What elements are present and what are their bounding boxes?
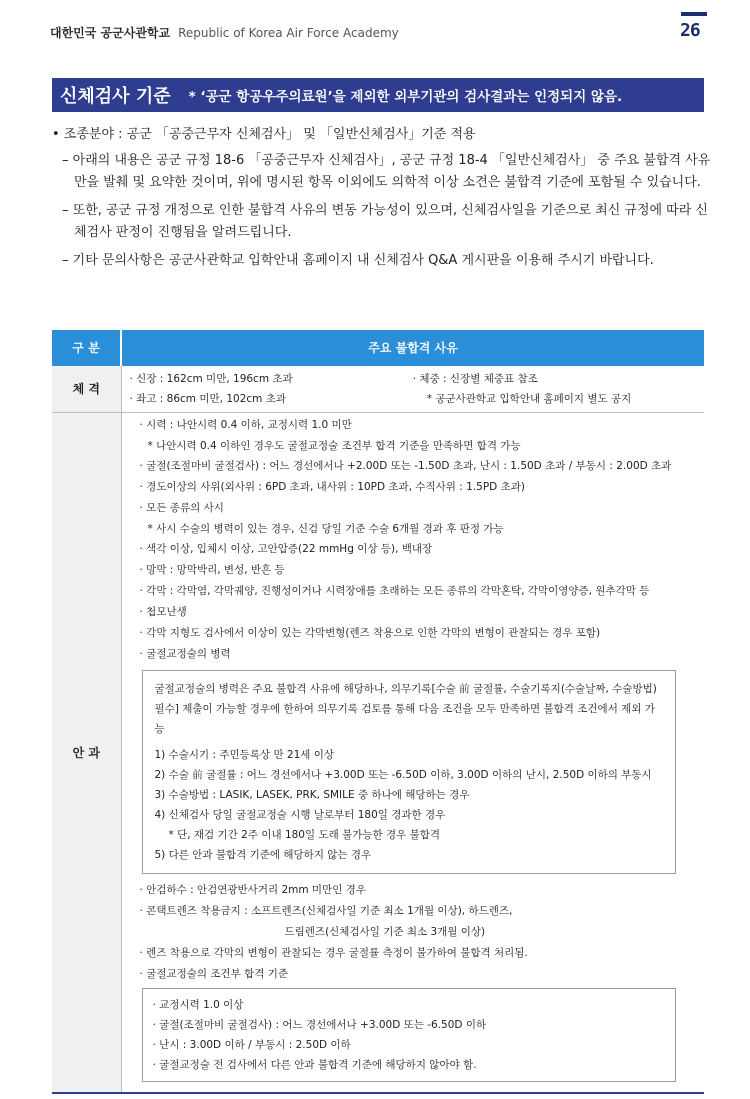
- table-row-physique: [52, 366, 704, 413]
- surgery-intro: 굴절교정술의 병력은 주요 불합격 사유에 해당하나, 의무기록[수술 前 굴절률, 수술기록지(수술날짜, 수술방법) 필수] 제출이 가능할 경우에 한하여 의무기록 검토를 통해 다음 조건을 모두 만족하면 불합격 조건에서 제외 가능: [154, 683, 657, 735]
- eye-criterion: · 각막 : 각막염, 각막궤양, 진행성이거나 시력장애를 초래하는 모든 종류의 각막혼탁, 각막이영양증, 원추각막 등: [139, 585, 650, 597]
- physique-note: * 공군사관학교 입학안내 홈페이지 별도 공지: [426, 393, 632, 405]
- category-eyes: 안 과: [52, 413, 121, 1094]
- intro-dash-item: – 또한, 공군 규정 개정으로 인한 불합격 사유의 변동 가능성이 있으며, 신체검사일을 기준으로 최신 규정에 따라 신체검사 판정이 진행됨을 알려드립니다.: [62, 203, 708, 240]
- eye-criterion: · 굴절교정술의 병력: [139, 648, 231, 660]
- eye-criterion: · 모든 종류의 사시: [139, 502, 224, 514]
- eye-criterion: · 시력 : 나안시력 0.4 이하, 교정시력 1.0 미만: [139, 419, 352, 431]
- table-header-row: [52, 330, 704, 366]
- org-name-ko: 대한민국 공군사관학교: [50, 26, 171, 40]
- eye-criterion: · 안검하수 : 안검연광반사거리 2mm 미만인 경우: [139, 884, 366, 896]
- eye-criterion: · 망막 : 망막박리, 변성, 반흔 등: [139, 564, 285, 576]
- page-number: 26: [680, 20, 700, 41]
- section-title-note: * ‘공군 항공우주의료원’을 제외한 외부기관의 검사결과는 인정되지 않음.: [188, 89, 623, 105]
- physique-right: [413, 369, 696, 409]
- physique-line: · 신장 : 162cm 미만, 196cm 초과: [129, 373, 293, 385]
- section-title: 신체검사 기준: [60, 86, 171, 107]
- org-name: [50, 24, 399, 41]
- page-number-bar: [681, 12, 707, 16]
- surgery-condition: 1) 수술시기 : 주민등록상 만 21세 이상: [154, 749, 335, 761]
- physique-line: · 좌고 : 86cm 미만, 102cm 초과: [129, 393, 287, 405]
- physique-left: [130, 369, 413, 409]
- intro-dash-item: – 아래의 내용은 공군 규정 18-6 「공중근무자 신체검사」, 공군 규정 18-4 「일반신체검사」 중 주요 불합격 사유만을 발췌 및 요약한 것이며, 위에 명시된 항목 이외에도 의학적 이상 소견은 불합격 기준에 포함될 수 있습니다.: [62, 153, 711, 190]
- eye-criterion: · 경도이상의 사위(외사위 : 6PD 초과, 내사위 : 10PD 초과, 수직사위 : 1.5PD 초과): [139, 481, 525, 493]
- requirements-table: [52, 330, 704, 1094]
- surgery-condition: 3) 수술방법 : LASIK, LASEK, PRK, SMILE 중 하나에 해당하는 경우: [154, 789, 470, 801]
- surgery-note: * 단, 재검 기간 2주 이내 180일 도래 불가능한 경우 불합격: [168, 829, 441, 841]
- intro-text: [52, 124, 712, 278]
- eye-note: * 사시 수술의 병력이 있는 경우, 신검 당일 기준 수술 6개월 경과 후 판정 가능: [147, 523, 504, 535]
- intro-dash-item: – 기타 문의사항은 공군사관학교 입학안내 홈페이지 내 신체검사 Q&A 게시판을 이용해 주시기 바랍니다.: [62, 253, 654, 268]
- eye-criterion: · 렌즈 착용으로 각막의 변형이 관찰되는 경우 굴절률 측정이 불가하여 불합격 처리됨.: [139, 947, 528, 959]
- column-header-category: 구 분: [52, 330, 121, 366]
- section-title-bar: [52, 78, 704, 112]
- eye-criterion: · 색각 이상, 입체시 이상, 고안압증(22 mmHg 이상 등), 백내장: [139, 543, 433, 555]
- conditional-criterion: · 굴절(조절마비 굴절검사) : 어느 경선에서나 +3.00D 또는 -6.50D 이하: [152, 1019, 487, 1031]
- org-name-en: Republic of Korea Air Force Academy: [178, 26, 399, 40]
- category-physique: 체 격: [52, 366, 121, 413]
- eye-criterion: · 콘택트렌즈 착용금지 : 소프트렌즈(신체검사일 기준 최소 1개월 이상), 하드렌즈,: [139, 905, 513, 917]
- eye-criterion-continued: 드림렌즈(신체검사일 기준 최소 3개월 이상): [284, 926, 486, 938]
- refractive-surgery-box: [142, 670, 677, 874]
- intro-bullet: • 조종분야 : 공군 「공중근무자 신체검사」 및 「일반신체검사」기준 적용: [52, 127, 476, 142]
- page-header: [0, 0, 750, 52]
- eye-note: * 나안시력 0.4 이하인 경우도 굴절교정술 조건부 합격 기준을 만족하면 합격 가능: [147, 440, 521, 452]
- conditional-criterion: · 난시 : 3.00D 이하 / 부동시 : 2.50D 이하: [152, 1039, 351, 1051]
- eye-criterion: · 굴절(조절마비 굴절검사) : 어느 경선에서나 +2.00D 또는 -1.50D 초과, 난시 : 1.50D 초과 / 부동시 : 2.00D 초과: [139, 460, 672, 472]
- eye-criterion: · 각막 지형도 검사에서 이상이 있는 각막변형(렌즈 착용으로 인한 각막의 변형이 관찰되는 경우 포함): [139, 627, 601, 639]
- physique-line: · 체중 : 신장별 체중표 참조: [412, 373, 538, 385]
- surgery-condition: 5) 다른 안과 불합격 기준에 해당하지 않는 경우: [154, 849, 372, 861]
- column-header-reasons: 주요 불합격 사유: [121, 330, 704, 366]
- surgery-condition: 4) 신체검사 당일 굴절교정술 시행 날로부터 180일 경과한 경우: [154, 809, 446, 821]
- eye-criterion: · 첩모난생: [139, 606, 187, 618]
- conditional-criterion: · 굴절교정술 전 검사에서 다른 안과 불합격 기준에 해당하지 않아야 함.: [152, 1059, 477, 1071]
- conditional-pass-box: [142, 988, 677, 1082]
- eye-criterion: · 굴절교정술의 조건부 합격 기준: [139, 968, 289, 980]
- physique-cell: [121, 366, 704, 413]
- conditional-criterion: · 교정시력 1.0 이상: [152, 999, 244, 1011]
- table-row-eyes: [52, 413, 704, 1094]
- surgery-condition: 2) 수술 前 굴절률 : 어느 경선에서나 +3.00D 또는 -6.50D 이하, 3.00D 이하의 난시, 2.50D 이하의 부동시: [154, 769, 652, 781]
- eyes-cell: [121, 413, 704, 1094]
